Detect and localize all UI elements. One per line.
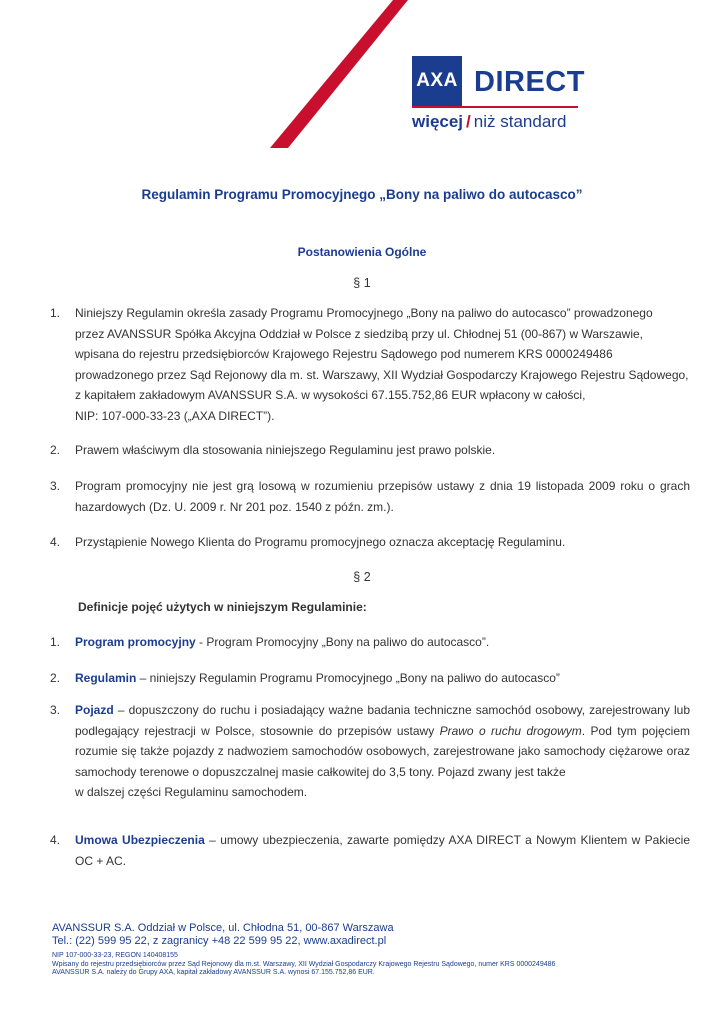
item-text — [75, 700, 690, 803]
item-number: 2. — [50, 671, 61, 685]
term-definition: – dopuszczony do ruchu i posiadający ważne badania techniczne samochód osobowy, zarejestrowany lub podlegający rejestracji w Polsce, stosownie do przepisów ustawy — [75, 703, 690, 738]
item-text — [75, 668, 690, 689]
tagline-bold: więcej — [412, 112, 464, 131]
term-definition-end: w dalszej części Regulaminu samochodem. — [75, 785, 308, 799]
footer-capital: AVANSSUR S.A. należy do Grupy AXA, kapitał zakładowy AVANSSUR S.A. wynosi 67.155.752,86 EUR. — [52, 969, 375, 976]
item-line: przez AVANSSUR Spółka Akcyjna Oddział w Polsce z siedzibą przy ul. Chłodnej 51 (00-867) w Warszawie, — [75, 326, 644, 341]
tagline — [412, 112, 566, 132]
paragraph-sign-1: § 1 — [353, 276, 371, 290]
item-line: prowadzonego przez Sąd Rejonowy dla m. st. Warszawy, XII Wydział Gospodarczy Krajowego Rejestru Sądowego, — [75, 367, 689, 382]
term-definition-cont: . Pod tym pojęciem rozumie się także pojazdy z nadwoziem samochodów osobowych, zarejestrowane jako samochody ciężarowe oraz samochody terenowe o dopuszczalnej masie całkowitej do 3,5 tony. Pojazd zwany jest także — [75, 723, 690, 779]
item-line: Niniejszy Regulamin określa zasady Programu Promocyjnego „Bony na paliwo do autocasco” prowadzonego — [75, 306, 653, 320]
term-program-promocyjny: Program promocyjny — [75, 635, 196, 649]
item-line: z kapitałem zakładowym AVANSSUR S.A. w wysokości 67.155.752,86 EUR wpłacony w całości, — [75, 388, 586, 402]
definition-item — [50, 830, 690, 871]
definition-item — [50, 668, 690, 689]
item-number: 3. — [50, 479, 61, 493]
list-item — [50, 303, 690, 426]
red-diagonal-stripe — [0, 0, 724, 200]
item-number: 3. — [50, 703, 61, 717]
definition-item — [50, 632, 690, 653]
axa-logo-text: AXA — [416, 70, 458, 91]
definition-item — [50, 700, 690, 803]
item-text: Prawem właściwym dla stosowania niniejszego Regulaminu jest prawo polskie. — [75, 443, 496, 457]
term-umowa-ubezpieczenia: Umowa Ubezpieczenia — [75, 833, 205, 847]
item-text: Program promocyjny nie jest grą losową w rozumieniu przepisów ustawy z dnia 19 listopada 2009 roku o grach hazardowych (Dz. U. 2009 r. Nr 201 poz. 1540 z późn. zm.). — [75, 479, 690, 514]
footer-address: AVANSSUR S.A. Oddział w Polsce, ul. Chłodna 51, 00-867 Warszawa — [52, 922, 394, 934]
term-pojazd: Pojazd — [75, 703, 114, 717]
item-number: 1. — [50, 306, 61, 320]
paragraph-sign-2: § 2 — [353, 570, 371, 584]
item-text — [75, 632, 690, 653]
item-number: 2. — [50, 443, 61, 457]
definitions-heading: Definicje pojęć użytych w niniejszym Regulaminie: — [78, 600, 367, 614]
item-text — [75, 303, 690, 426]
term-definition: – umowy ubezpieczenia, zawarte pomiędzy AXA DIRECT a Nowym Klientem w Pakiecie OC + AC. — [75, 833, 691, 868]
term-definition-italic: Prawo o ruchu drogowym — [439, 723, 582, 738]
footer-nip: NIP 107-000-33-23, REGON 140408155 — [52, 952, 178, 959]
item-line: wpisana do rejestru przedsiębiorców Krajowego Rejestru Sądowego pod numerem KRS 0000249486 — [75, 347, 613, 361]
logo-underline — [412, 106, 578, 108]
item-line: NIP: 107-000-33-23 („AXA DIRECT”). — [75, 408, 275, 423]
term-regulamin: Regulamin — [75, 671, 137, 685]
axa-logo — [412, 56, 462, 106]
item-text: Przystąpienie Nowego Klienta do Programu promocyjnego oznacza akceptację Regulaminu. — [75, 535, 566, 549]
logo-direct-word: DIRECT — [474, 66, 585, 98]
tagline-separator: / — [466, 112, 471, 131]
footer-registry: Wpisany do rejestru przedsiębiorców przez Sąd Rejonowy dla m.st. Warszawy, XII Wydział Gospodarczy Krajowego Rejestru Sądowego, numer KRS 0000249486 — [52, 961, 556, 968]
term-definition: – niniejszy Regulamin Programu Promocyjnego „Bony na paliwo do autocasco” — [136, 671, 560, 685]
footer-contact: Tel.: (22) 599 95 22, z zagranicy +48 22 599 95 22, www.axadirect.pl — [52, 935, 387, 947]
tagline-rest: niż standard — [473, 112, 567, 131]
term-definition: - Program Promocyjny „Bony na paliwo do autocasco”. — [195, 635, 490, 649]
section-heading-general: Postanowienia Ogólne — [297, 245, 427, 259]
document-title: Regulamin Programu Promocyjnego „Bony na paliwo do autocasco” — [141, 187, 583, 202]
list-item — [50, 440, 690, 461]
list-item — [50, 476, 690, 517]
item-text — [75, 830, 690, 871]
item-number: 4. — [50, 833, 61, 847]
list-item — [50, 532, 690, 553]
item-number: 4. — [50, 535, 61, 549]
item-number: 1. — [50, 635, 61, 649]
